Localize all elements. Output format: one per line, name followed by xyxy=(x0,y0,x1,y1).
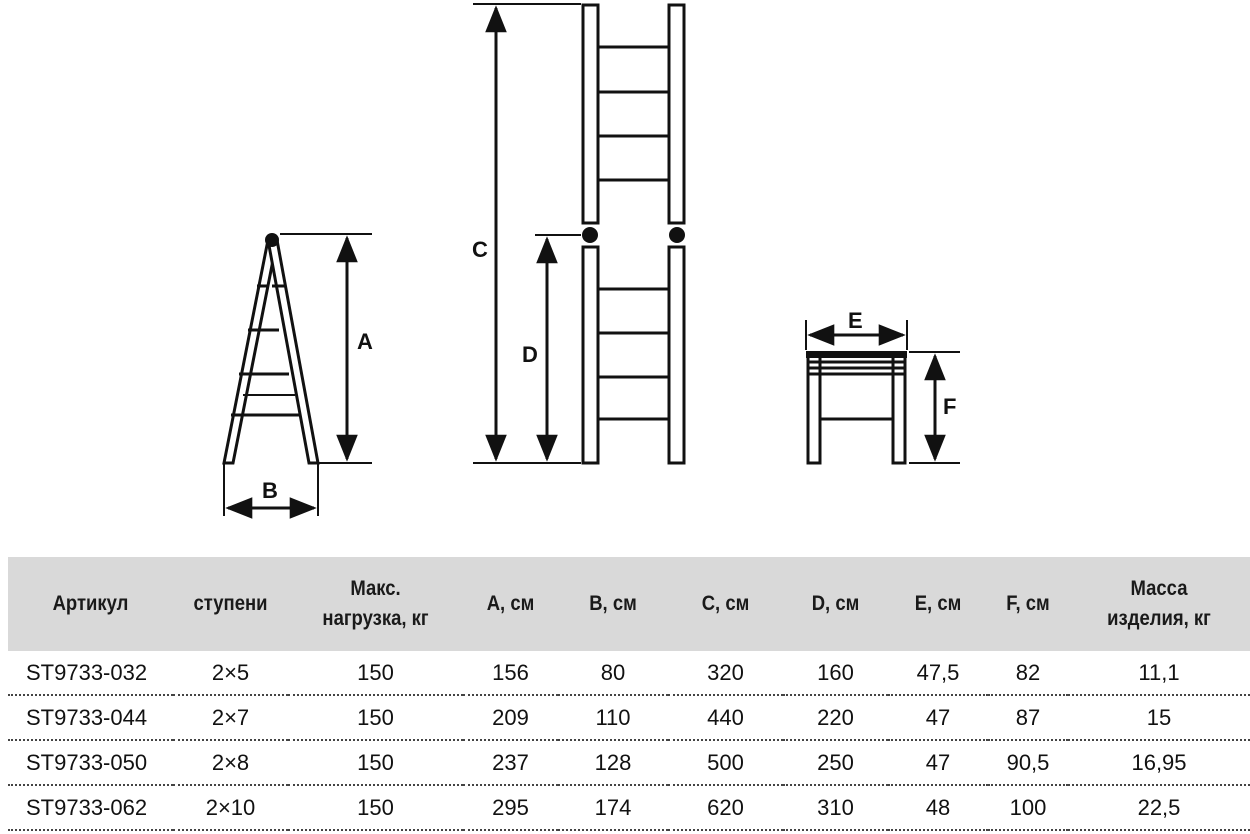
dimension-b xyxy=(224,463,318,516)
cell-article: ST9733-050 xyxy=(8,740,173,785)
cell-a: 209 xyxy=(463,695,558,740)
cell-c: 620 xyxy=(668,785,783,830)
cell-d: 310 xyxy=(783,785,888,830)
cell-e: 47 xyxy=(888,695,988,740)
cell-b: 174 xyxy=(558,785,668,830)
cell-c: 440 xyxy=(668,695,783,740)
header-max-load: Макс. нагрузка, кг xyxy=(322,576,429,630)
table-header-row xyxy=(8,557,1250,651)
header-a: A, см xyxy=(486,591,535,615)
cell-d: 220 xyxy=(783,695,888,740)
cell-max-load: 150 xyxy=(288,740,463,785)
extended-ladder-drawing xyxy=(582,5,685,463)
cell-article: ST9733-062 xyxy=(8,785,173,830)
label-c: C xyxy=(472,237,488,262)
cell-b: 80 xyxy=(558,651,668,695)
stepladder-a-frame-drawing xyxy=(224,233,318,463)
cell-steps: 2×7 xyxy=(173,695,288,740)
cell-steps: 2×10 xyxy=(173,785,288,830)
dimension-e xyxy=(806,308,907,350)
cell-f: 82 xyxy=(988,651,1068,695)
cell-f: 90,5 xyxy=(988,740,1068,785)
header-f: F, см xyxy=(1006,591,1050,615)
header-steps: ступени xyxy=(193,591,268,615)
cell-a: 237 xyxy=(463,740,558,785)
label-f: F xyxy=(943,394,957,419)
cell-e: 47,5 xyxy=(888,651,988,695)
header-article: Артикул xyxy=(52,591,129,615)
label-b: B xyxy=(262,478,278,503)
cell-b: 110 xyxy=(558,695,668,740)
label-a: A xyxy=(357,329,373,354)
cell-article: ST9733-032 xyxy=(8,651,173,695)
dimension-f xyxy=(909,352,960,463)
dimension-d xyxy=(522,235,581,459)
cell-a: 295 xyxy=(463,785,558,830)
cell-d: 160 xyxy=(783,651,888,695)
specifications-table xyxy=(8,557,1250,831)
cell-steps: 2×5 xyxy=(173,651,288,695)
cell-e: 48 xyxy=(888,785,988,830)
cell-max-load: 150 xyxy=(288,651,463,695)
cell-b: 128 xyxy=(558,740,668,785)
cell-weight: 11,1 xyxy=(1068,651,1250,695)
label-d: D xyxy=(522,342,538,367)
header-e: E, см xyxy=(914,591,962,615)
cell-d: 250 xyxy=(783,740,888,785)
header-b: B, см xyxy=(589,591,637,615)
cell-e: 47 xyxy=(888,740,988,785)
cell-c: 320 xyxy=(668,651,783,695)
header-d: D, см xyxy=(811,591,860,615)
cell-a: 156 xyxy=(463,651,558,695)
cell-max-load: 150 xyxy=(288,695,463,740)
cell-f: 100 xyxy=(988,785,1068,830)
cell-article: ST9733-044 xyxy=(8,695,173,740)
dimension-c xyxy=(472,4,581,463)
cell-weight: 15 xyxy=(1068,695,1250,740)
cell-f: 87 xyxy=(988,695,1068,740)
folded-ladder-drawing xyxy=(806,351,907,463)
table-row xyxy=(8,651,1250,695)
cell-c: 500 xyxy=(668,740,783,785)
label-e: E xyxy=(848,308,863,333)
cell-steps: 2×8 xyxy=(173,740,288,785)
table-row xyxy=(8,785,1250,830)
cell-weight: 22,5 xyxy=(1068,785,1250,830)
header-weight: Масса изделия, кг xyxy=(1107,576,1211,630)
table-row xyxy=(8,740,1250,785)
header-c: C, см xyxy=(701,591,750,615)
cell-max-load: 150 xyxy=(288,785,463,830)
cell-weight: 16,95 xyxy=(1068,740,1250,785)
table-row xyxy=(8,695,1250,740)
